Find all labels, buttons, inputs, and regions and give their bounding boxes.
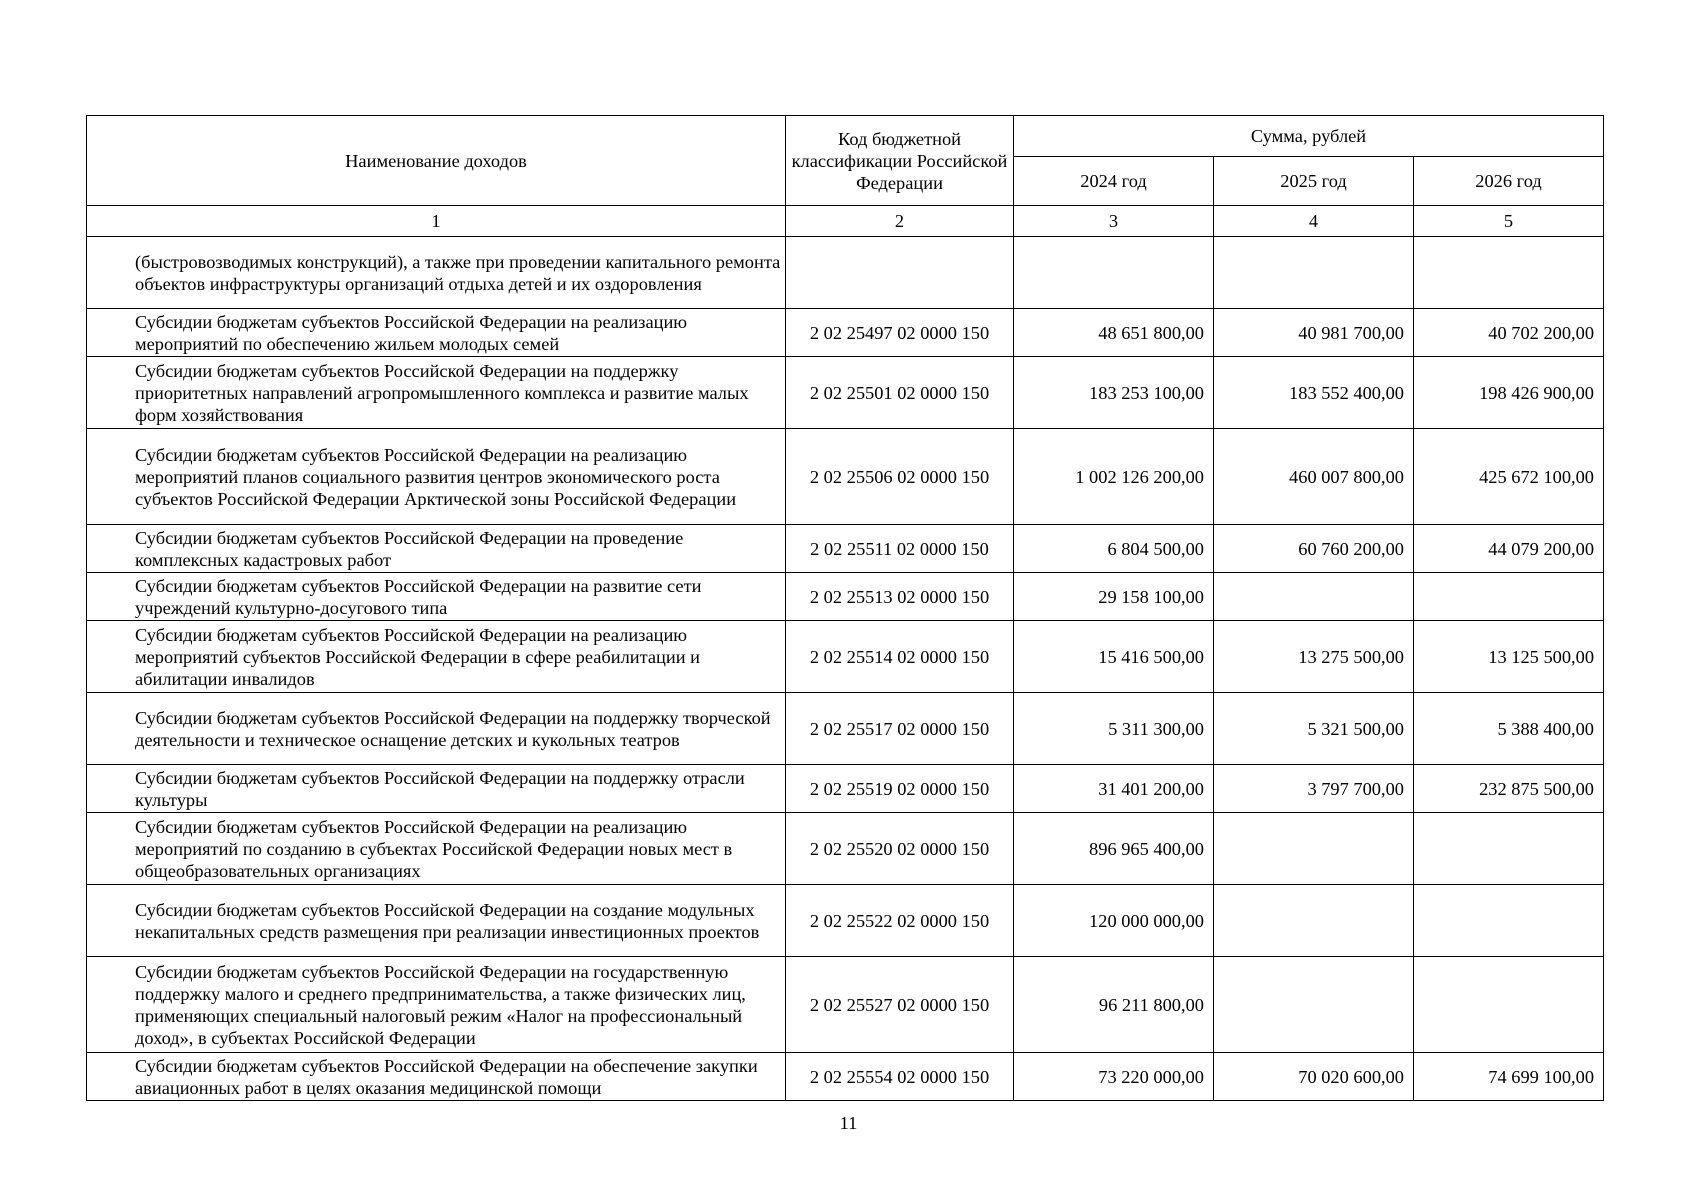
amount-2025-cell: 460 007 800,00: [1214, 429, 1414, 525]
table-row: [87, 813, 1604, 885]
amount-2024-cell: [1014, 237, 1214, 309]
amount-2026-cell: 13 125 500,00: [1414, 621, 1604, 693]
amount-2024-cell: 73 220 000,00: [1014, 1053, 1214, 1101]
table-row: [87, 573, 1604, 621]
income-name-cell: Субсидии бюджетам субъектов Российской Федерации на создание модульных некапитальных средств размещения при реализации инвестиционных проектов: [87, 885, 786, 957]
income-name-cell: Субсидии бюджетам субъектов Российской Федерации на обеспечение закупки авиационных работ в целях оказания медицинской помощи: [87, 1053, 786, 1101]
income-name-cell: Субсидии бюджетам субъектов Российской Федерации на развитие сети учреждений культурно-досугового типа: [87, 573, 786, 621]
amount-2026-cell: 44 079 200,00: [1414, 525, 1604, 573]
amount-2026-cell: 198 426 900,00: [1414, 357, 1604, 429]
amount-2025-cell: 3 797 700,00: [1214, 765, 1414, 813]
header-year-2024: 2024 год: [1014, 157, 1214, 206]
page-number: 11: [839, 1113, 858, 1133]
amount-2025-cell: [1214, 813, 1414, 885]
table-row: [87, 237, 1604, 309]
column-number: 4: [1214, 206, 1414, 237]
column-number: 5: [1414, 206, 1604, 237]
amount-2026-cell: [1414, 957, 1604, 1053]
budget-code-cell: 2 02 25517 02 0000 150: [786, 693, 1014, 765]
amount-2026-cell: 74 699 100,00: [1414, 1053, 1604, 1101]
income-name-cell: Субсидии бюджетам субъектов Российской Федерации на государственную поддержку малого и среднего предпринимательства, а также физических лиц, применяющих специальный налоговый режим «Налог на профессиональный доход», в субъектах Российской Федерации: [87, 957, 786, 1053]
amount-2024-cell: 29 158 100,00: [1014, 573, 1214, 621]
budget-code-cell: 2 02 25506 02 0000 150: [786, 429, 1014, 525]
column-number: 2: [786, 206, 1014, 237]
amount-2026-cell: 40 702 200,00: [1414, 309, 1604, 357]
income-name-cell: Субсидии бюджетам субъектов Российской Федерации на поддержку приоритетных направлений агропромышленного комплекса и развитие малых форм хозяйствования: [87, 357, 786, 429]
amount-2026-cell: 232 875 500,00: [1414, 765, 1604, 813]
header-year-2025: 2025 год: [1214, 157, 1414, 206]
amount-2025-cell: 70 020 600,00: [1214, 1053, 1414, 1101]
table-row: [87, 693, 1604, 765]
column-number-row: [87, 206, 1604, 237]
budget-code-cell: 2 02 25497 02 0000 150: [786, 309, 1014, 357]
table-row: [87, 429, 1604, 525]
amount-2026-cell: 425 672 100,00: [1414, 429, 1604, 525]
table-row: [87, 621, 1604, 693]
budget-code-cell: 2 02 25511 02 0000 150: [786, 525, 1014, 573]
table-row: [87, 957, 1604, 1053]
amount-2024-cell: 96 211 800,00: [1014, 957, 1214, 1053]
table-row: [87, 765, 1604, 813]
budget-code-cell: 2 02 25520 02 0000 150: [786, 813, 1014, 885]
table-row: [87, 1053, 1604, 1101]
amount-2025-cell: 40 981 700,00: [1214, 309, 1414, 357]
table-body: [87, 237, 1604, 1101]
income-name-cell: (быстровозводимых конструкций), а также при проведении капитального ремонта объектов инфраструктуры организаций отдыха детей и их оздоровления: [87, 237, 786, 309]
amount-2024-cell: 48 651 800,00: [1014, 309, 1214, 357]
amount-2024-cell: 6 804 500,00: [1014, 525, 1214, 573]
income-name-cell: Субсидии бюджетам субъектов Российской Федерации на реализацию мероприятий планов социального развития центров экономического роста субъектов Российской Федерации Арктической зоны Российской Федерации: [87, 429, 786, 525]
column-number: 3: [1014, 206, 1214, 237]
column-number: 1: [87, 206, 786, 237]
amount-2025-cell: [1214, 957, 1414, 1053]
income-name-cell: Субсидии бюджетам субъектов Российской Федерации на реализацию мероприятий по созданию в субъектах Российской Федерации новых мест в общеобразовательных организациях: [87, 813, 786, 885]
income-name-cell: Субсидии бюджетам субъектов Российской Федерации на реализацию мероприятий по обеспечению жильем молодых семей: [87, 309, 786, 357]
budget-code-cell: 2 02 25513 02 0000 150: [786, 573, 1014, 621]
amount-2026-cell: 5 388 400,00: [1414, 693, 1604, 765]
header-budget-code: Код бюджетной классификации Российской Федерации: [786, 116, 1014, 206]
budget-code-cell: [786, 237, 1014, 309]
amount-2025-cell: [1214, 573, 1414, 621]
amount-2026-cell: [1414, 813, 1604, 885]
amount-2024-cell: 1 002 126 200,00: [1014, 429, 1214, 525]
header-income-name: Наименование доходов: [87, 116, 786, 206]
table-header: [87, 116, 1604, 237]
budget-code-cell: 2 02 25522 02 0000 150: [786, 885, 1014, 957]
amount-2024-cell: 5 311 300,00: [1014, 693, 1214, 765]
table-row: [87, 309, 1604, 357]
budget-code-cell: 2 02 25501 02 0000 150: [786, 357, 1014, 429]
amount-2025-cell: 5 321 500,00: [1214, 693, 1414, 765]
budget-revenue-table: [86, 115, 1604, 1101]
amount-2026-cell: [1414, 237, 1604, 309]
amount-2026-cell: [1414, 573, 1604, 621]
budget-code-cell: 2 02 25554 02 0000 150: [786, 1053, 1014, 1101]
amount-2025-cell: 60 760 200,00: [1214, 525, 1414, 573]
budget-code-cell: 2 02 25514 02 0000 150: [786, 621, 1014, 693]
header-year-2026: 2026 год: [1414, 157, 1604, 206]
amount-2024-cell: 896 965 400,00: [1014, 813, 1214, 885]
income-name-cell: Субсидии бюджетам субъектов Российской Федерации на проведение комплексных кадастровых работ: [87, 525, 786, 573]
amount-2025-cell: [1214, 885, 1414, 957]
income-name-cell: Субсидии бюджетам субъектов Российской Федерации на реализацию мероприятий субъектов Российской Федерации в сфере реабилитации и абилитации инвалидов: [87, 621, 786, 693]
table-row: [87, 357, 1604, 429]
table-row: [87, 885, 1604, 957]
amount-2024-cell: 120 000 000,00: [1014, 885, 1214, 957]
amount-2025-cell: [1214, 237, 1414, 309]
budget-code-cell: 2 02 25527 02 0000 150: [786, 957, 1014, 1053]
amount-2024-cell: 15 416 500,00: [1014, 621, 1214, 693]
income-name-cell: Субсидии бюджетам субъектов Российской Федерации на поддержку отрасли культуры: [87, 765, 786, 813]
amount-2026-cell: [1414, 885, 1604, 957]
amount-2025-cell: 183 552 400,00: [1214, 357, 1414, 429]
amount-2024-cell: 183 253 100,00: [1014, 357, 1214, 429]
income-name-cell: Субсидии бюджетам субъектов Российской Федерации на поддержку творческой деятельности и техническое оснащение детских и кукольных театров: [87, 693, 786, 765]
amount-2025-cell: 13 275 500,00: [1214, 621, 1414, 693]
budget-code-cell: 2 02 25519 02 0000 150: [786, 765, 1014, 813]
table-row: [87, 525, 1604, 573]
amount-2024-cell: 31 401 200,00: [1014, 765, 1214, 813]
header-sum: Сумма, рублей: [1014, 116, 1604, 157]
